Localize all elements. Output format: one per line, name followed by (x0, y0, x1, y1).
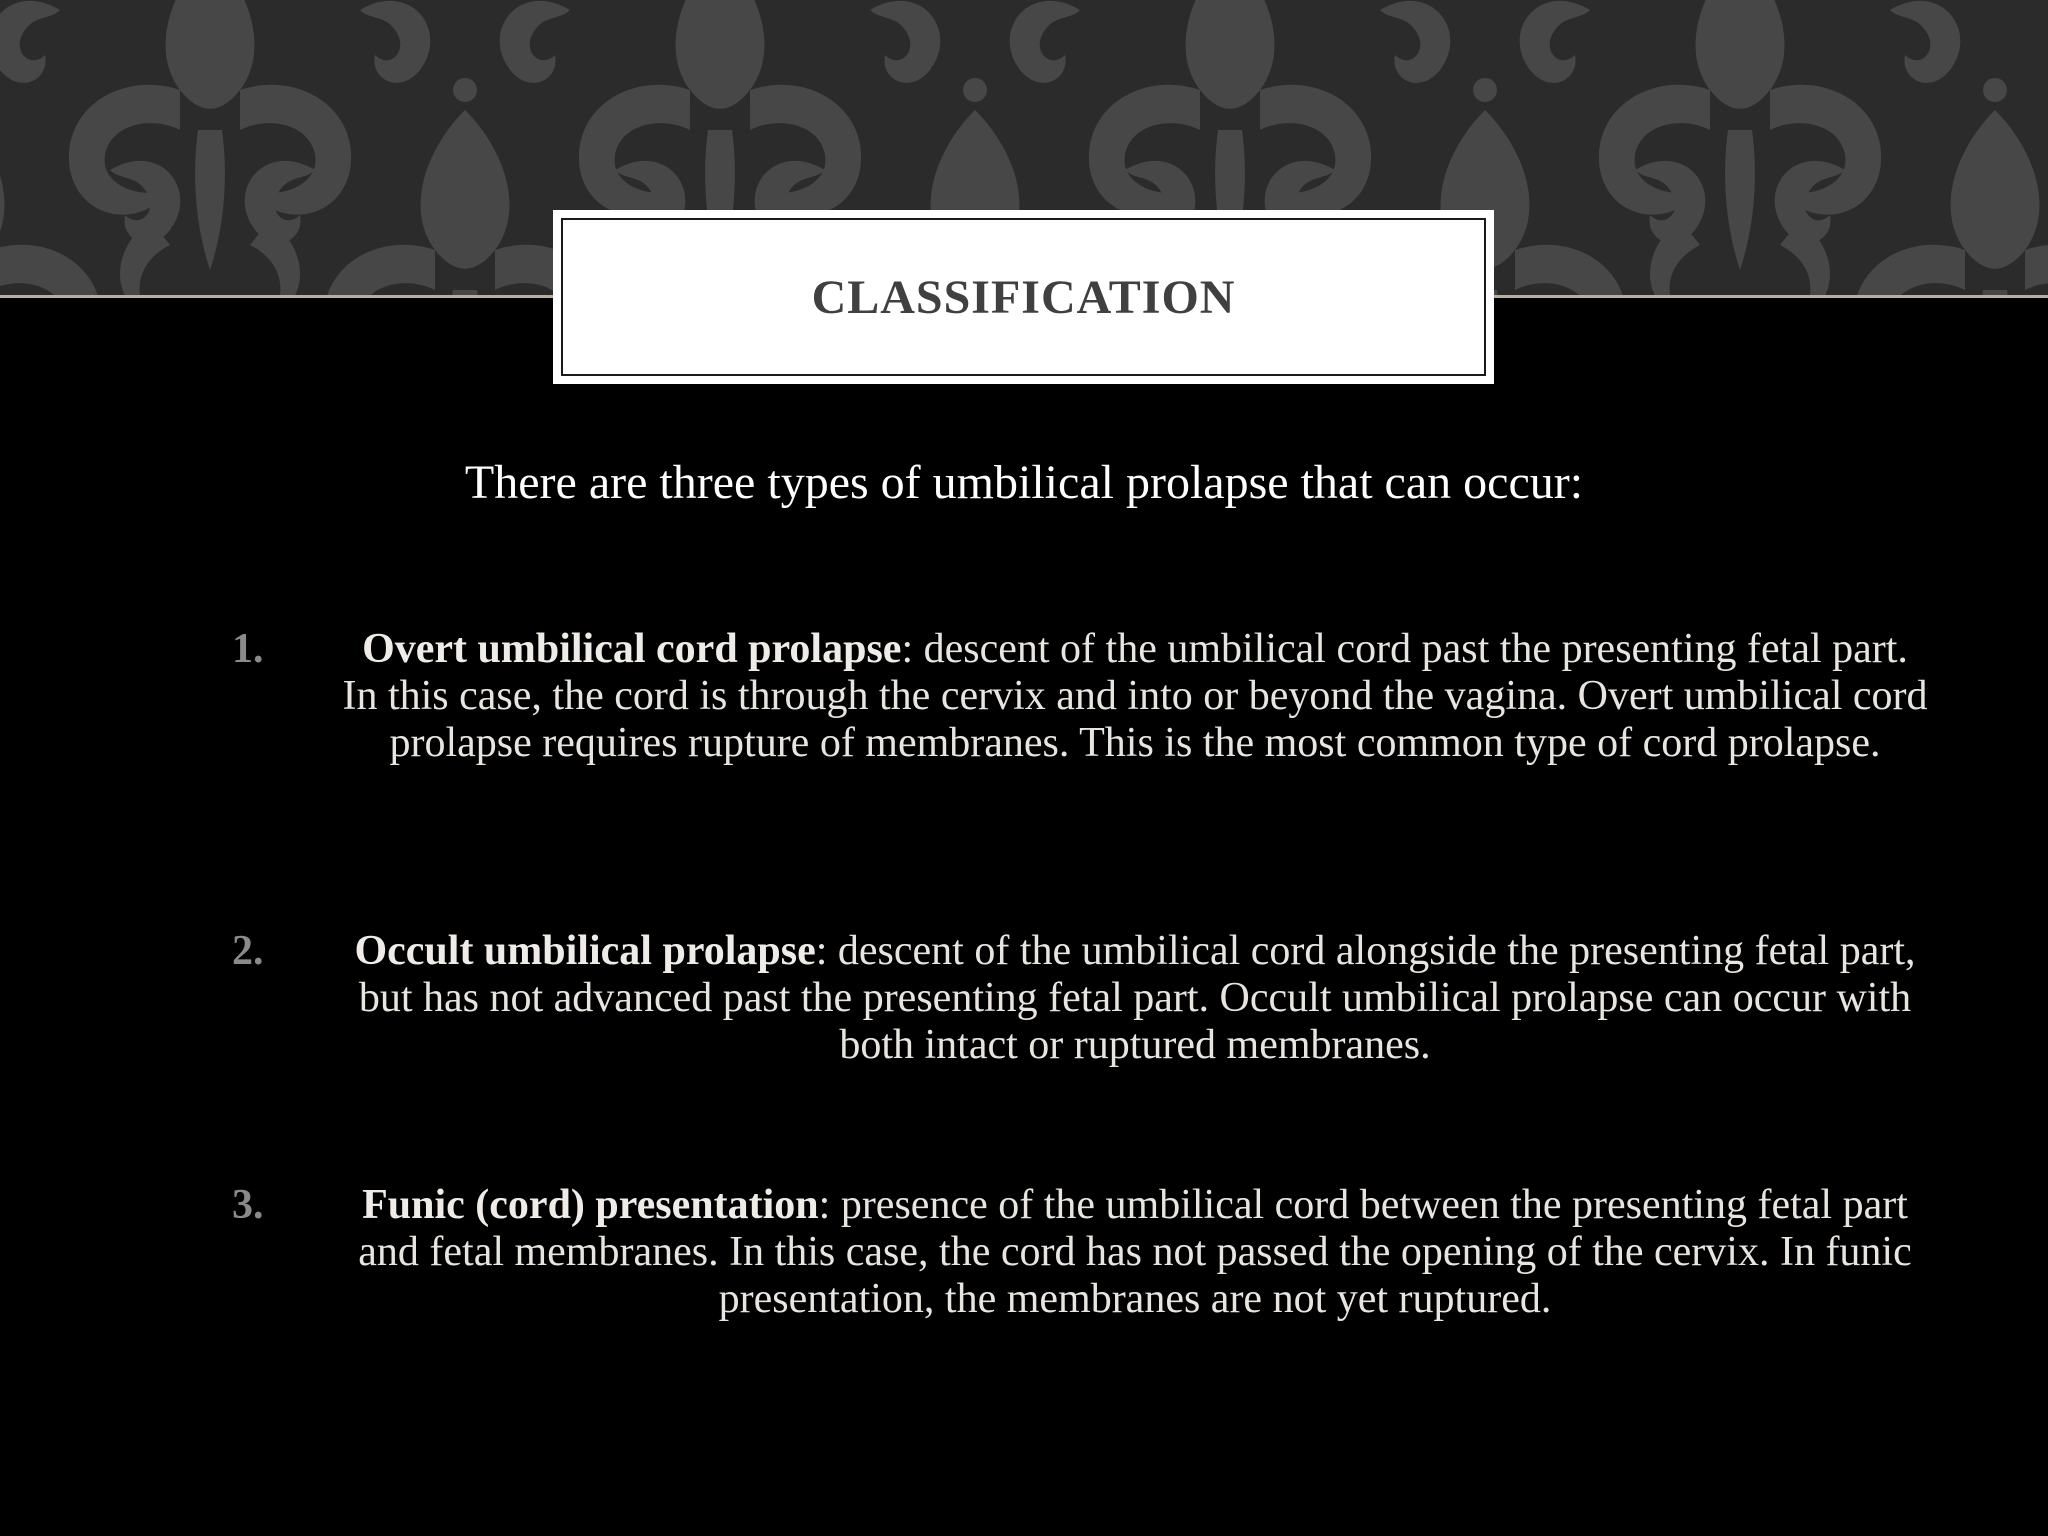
list-item-text (340, 626, 1930, 767)
list-item-description: : descent of the umbilical cord alongside the presenting fetal part, but has not advanced past the presenting fetal part. Occult umbilical prolapse can occur with both intact or ruptured membranes. (358, 928, 1916, 1068)
list-item-number: 3. (232, 1182, 264, 1228)
list-item-text (340, 928, 1930, 1069)
list-item-number: 1. (232, 626, 264, 672)
list-item-description: : presence of the umbilical cord between the presenting fetal part and fetal membranes. In this case, the cord has not passed the opening of the cervix. In funic presentation, the membranes are not yet ruptured. (358, 1182, 1912, 1322)
intro-text: There are three types of umbilical prolapse that can occur: (464, 456, 1584, 509)
slide-title: CLASSIFICATION (811, 270, 1236, 324)
list-item-term: Overt umbilical cord prolapse (362, 626, 902, 672)
title-box (553, 210, 1494, 384)
list-item-term: Funic (cord) presentation (362, 1182, 819, 1228)
list-item-text (340, 1182, 1930, 1323)
list-item-description: : descent of the umbilical cord past the presenting fetal part. In this case, the cord is through the cervix and into or beyond the vagina. Overt umbilical cord prolapse requires rupture of membranes. This is the most common type of cord prolapse. (342, 626, 1928, 766)
list-item-term: Occult umbilical prolapse (354, 928, 816, 974)
title-frame (561, 218, 1486, 376)
list-item-number: 2. (232, 928, 264, 974)
